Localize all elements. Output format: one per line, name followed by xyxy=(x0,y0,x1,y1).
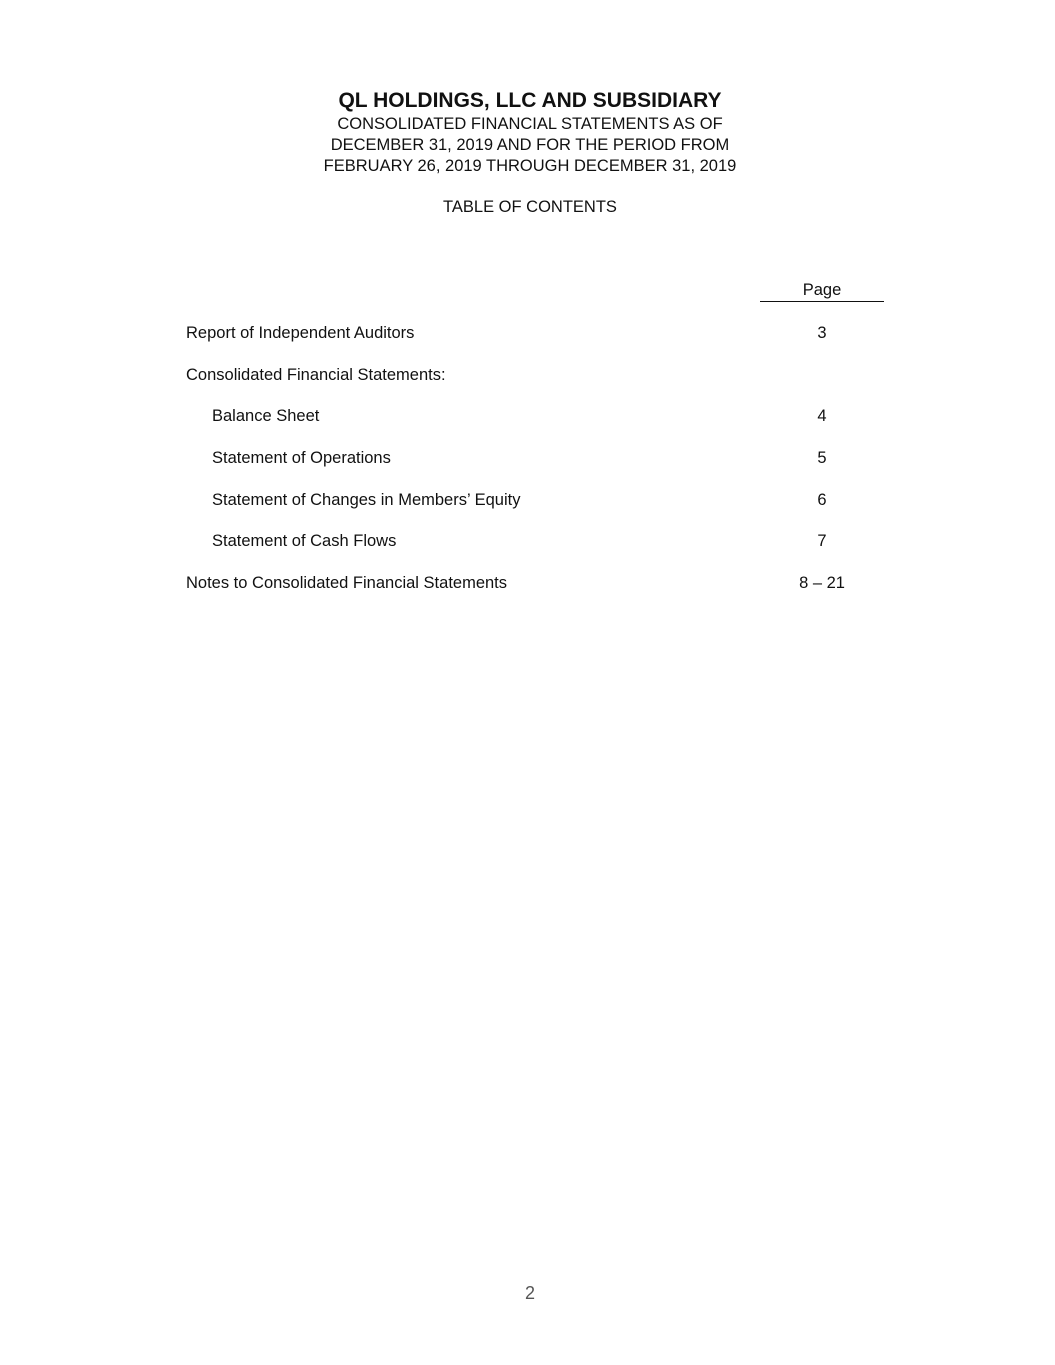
toc-entry-page: 4 xyxy=(817,407,827,425)
toc-entry-statement-of-cash-flows xyxy=(0,529,1055,553)
toc-entry-page: 7 xyxy=(817,532,827,550)
company-name: QL HOLDINGS, LLC AND SUBSIDIARY xyxy=(338,89,722,112)
toc-entry-page: 8 – 21 xyxy=(799,574,845,592)
toc-entry-label: Balance Sheet xyxy=(212,407,320,425)
toc-entry-report-of-independent-auditors xyxy=(0,321,1055,345)
document-header xyxy=(0,88,1055,177)
page-number: 2 xyxy=(524,1283,535,1303)
header-line-2: DECEMBER 31, 2019 AND FOR THE PERIOD FROM xyxy=(330,136,730,154)
toc-entry-notes-to-consolidated-financial-statements xyxy=(0,571,1055,595)
toc-entry-label: Statement of Operations xyxy=(212,449,391,467)
toc-entry-consolidated-financial-statements xyxy=(0,363,1055,387)
toc-entry-page: 6 xyxy=(817,491,827,509)
toc-entry-label: Statement of Changes in Members’ Equity xyxy=(212,491,521,509)
toc-entry-balance-sheet xyxy=(0,404,1055,428)
toc-entry-page: 3 xyxy=(817,324,827,342)
toc-entry-label: Notes to Consolidated Financial Statements xyxy=(186,574,508,592)
toc-entry-statement-of-operations xyxy=(0,446,1055,470)
page-column-header: Page xyxy=(760,280,884,302)
toc-entry-page: 5 xyxy=(817,449,827,467)
toc-entry-statement-of-changes-in-members-equity xyxy=(0,488,1055,512)
header-line-1: CONSOLIDATED FINANCIAL STATEMENTS AS OF xyxy=(337,115,723,133)
toc-entry-label: Report of Independent Auditors xyxy=(186,324,415,342)
toc-title: TABLE OF CONTENTS xyxy=(443,198,617,216)
toc-entry-label: Statement of Cash Flows xyxy=(212,532,397,550)
toc-entry-label: Consolidated Financial Statements: xyxy=(186,366,446,384)
header-line-3: FEBRUARY 26, 2019 THROUGH DECEMBER 31, 2019 xyxy=(323,157,737,175)
